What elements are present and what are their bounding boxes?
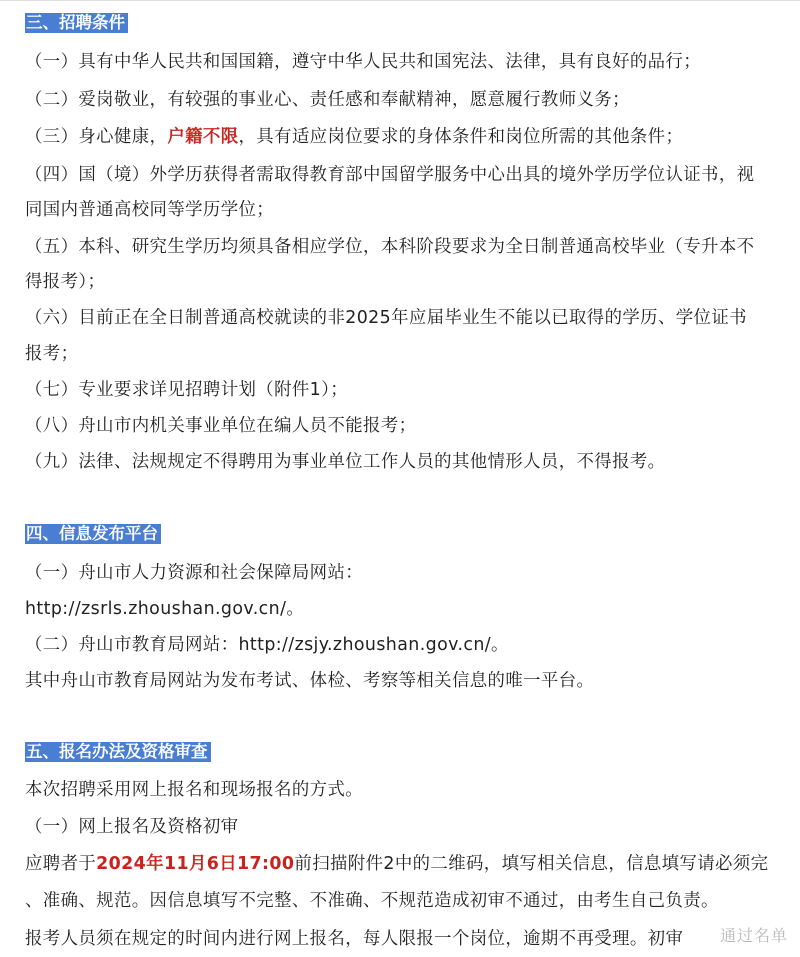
condition-item-7: （七）专业要求详见招聘计划（附件1）；	[25, 380, 348, 400]
platform-education-bureau[interactable]: （二）舟山市教育局网站：http://zsjy.zhoushan.gov.cn/。	[25, 635, 509, 655]
deadline-date-highlight: 2024年11月6日17:00	[96, 854, 295, 874]
registration-deadline-line	[25, 852, 792, 876]
condition-item-9: （九）法律、法规规定不得聘用为事业单位工作人员的其他情形人员，不得报考。	[25, 452, 666, 472]
registration-time-note: 报考人员须在规定的时间内进行网上报名，每人限报一个岗位，逾期不再受理。初审	[25, 929, 684, 949]
household-unrestricted-highlight: 户籍不限	[167, 127, 239, 147]
watermark-overlay	[712, 916, 800, 956]
platform-hrss-label: （一）舟山市人力资源和社会保障局网站：	[25, 563, 364, 583]
condition-item-6-line-1: （六）目前正在全日制普通高校就读的非2025年应届毕业生不能以已取得的学历、学位证书	[25, 308, 747, 328]
condition-item-5-line-1: （五）本科、研究生学历均须具备相应学位，本科阶段要求为全日制普通高校毕业（专升本不	[25, 237, 755, 257]
deadline-before: 应聘者于	[25, 854, 97, 874]
condition-item-5-line-2: 得报考）；	[25, 272, 106, 292]
condition-item-1: （一）具有中华人民共和国国籍，遵守中华人民共和国宪法、法律，具有良好的品行；	[25, 52, 702, 72]
condition-item-8: （八）舟山市内机关事业单位在编人员不能报考；	[25, 416, 417, 436]
condition-item-2: （二）爱岗敬业，有较强的事业心、责任感和奉献精神，愿意履行教师义务；	[25, 90, 630, 110]
registration-accuracy-note: 、准确、规范。因信息填写不完整、不准确、不规范造成初审不通过，由考生自己负责。	[25, 891, 719, 911]
section-heading-info-platform: 四、信息发布平台	[25, 524, 161, 544]
section-heading-recruitment-conditions: 三、招聘条件	[25, 13, 128, 33]
watermark-text: 通过名单	[720, 926, 789, 945]
deadline-after: 前扫描附件2中的二维码，填写相关信息，信息填写请必须完	[294, 854, 769, 874]
top-divider	[0, 0, 800, 1]
condition-item-3-before: （三）身心健康，	[25, 127, 168, 147]
condition-item-3	[25, 125, 792, 149]
condition-item-4-line-2: 同国内普通高校同等学历学位；	[25, 200, 275, 220]
condition-item-4-line-1: （四）国（境）外学历获得者需取得教育部中国留学服务中心出具的境外学历学位认证书，视	[25, 165, 755, 185]
platform-hrss-url[interactable]: http://zsrls.zhoushan.gov.cn/。	[25, 599, 305, 619]
section-heading-registration: 五、报名办法及资格审查	[25, 742, 211, 762]
condition-item-3-after: ，具有适应岗位要求的身体条件和岗位所需的其他条件；	[238, 127, 684, 147]
platform-note: 其中舟山市教育局网站为发布考试、体检、考察等相关信息的唯一平台。	[25, 671, 595, 691]
registration-intro: 本次招聘采用网上报名和现场报名的方式。	[25, 780, 364, 800]
online-registration-subheading: （一）网上报名及资格初审	[25, 817, 239, 837]
condition-item-6-line-2: 报考；	[25, 344, 79, 364]
